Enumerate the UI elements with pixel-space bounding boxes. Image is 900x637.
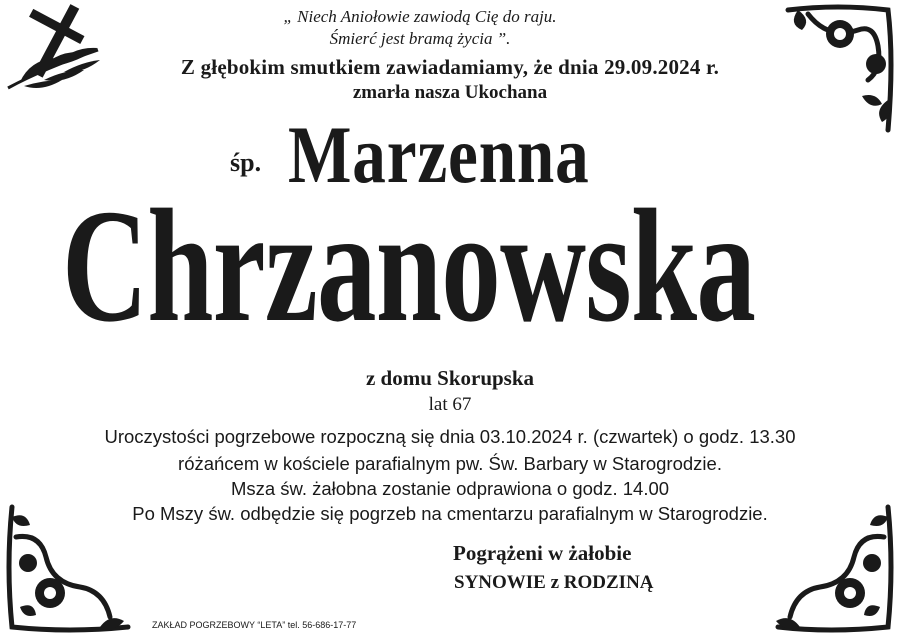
mourners-family: SYNOWIE z RODZINĄ	[454, 572, 654, 593]
funeral-info-line-2: różańcem w kościele parafialnym pw. Św. Barbary w Starogrodzie.	[178, 453, 722, 474]
funeral-info-line-1: Uroczystości pogrzebowe rozpoczną się dnia 03.10.2024 r. (czwartek) o godz. 13.30	[104, 426, 796, 447]
quote-line-1: „ Niech Aniołowie zawiodą Cię do raju.	[283, 7, 557, 26]
maiden-name: z domu Skorupska	[365, 366, 535, 390]
deceased-first-name: Marzenna	[288, 109, 590, 200]
honorific: śp.	[230, 148, 262, 177]
announcement-line-1: Z głębokim smutkiem zawiadamiamy, że dnia 29.09.2024 r.	[180, 55, 720, 79]
announcement-line-2: zmarła nasza Ukochana	[352, 82, 548, 103]
funeral-info-line-4: Po Mszy św. odbędzie się pogrzeb na cmentarzu parafialnym w Starogrodzie.	[132, 503, 768, 524]
mourners-heading: Pogrążeni w żałobie	[453, 541, 632, 565]
age: lat 67	[428, 394, 472, 415]
quote-line-2: Śmierć jest bramą życia ”.	[329, 29, 511, 48]
funeral-info-line-3: Msza św. żałobna zostanie odprawiona o godz. 14.00	[230, 478, 670, 499]
funeral-home-footer: ZAKŁAD POGRZEBOWY “LETA” tel. 56-686-17-77	[152, 620, 357, 630]
deceased-surname: Chrzanowska	[62, 177, 756, 356]
